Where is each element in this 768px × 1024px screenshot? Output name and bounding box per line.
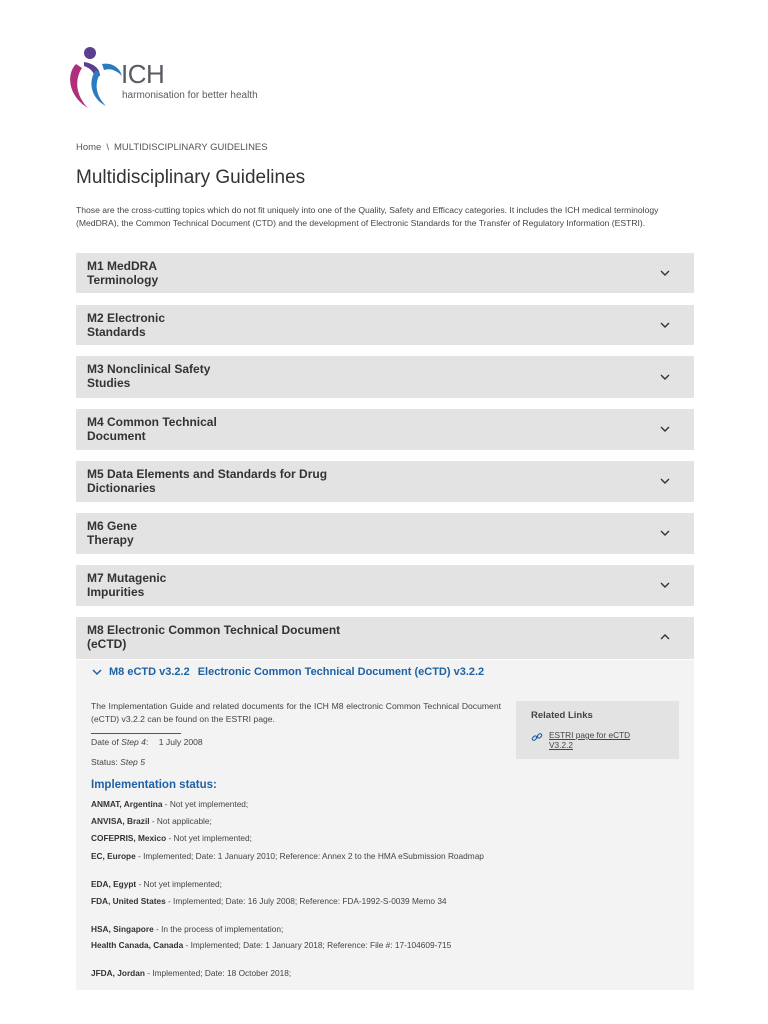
m8-description: The Implementation Guide and related documents for the ICH M8 electronic Common Technical Document (eCTD) v3.2.2 can be found on the ESTRI page. [91,701,501,724]
accordion-title: M5 Data Elements and Standards for Drug Dictionaries [87,467,328,495]
related-links-box [516,701,679,759]
implementation-item: EDA, Egypt - Not yet implemented; [91,879,222,889]
implementation-item: COFEPRIS, Mexico - Not yet implemented; [91,833,252,843]
breadcrumb-current: MULTIDISCIPLINARY GUIDELINES [113,142,268,153]
link-icon [531,731,543,743]
accordion-title: M7 Mutagenic Impurities [87,571,167,599]
subsection-title: Electronic Common Technical Document (eCTD) v3.2.2 [197,666,485,678]
accordion-title: M3 Nonclinical Safety Studies [87,362,211,390]
chevron-down-icon [91,666,103,678]
implementation-item: HSA, Singapore - In the process of implementation; [91,924,284,934]
date-of-step: Date of Step 4: 1 July 2008 [91,737,203,747]
accordion-m8[interactable] [76,617,694,659]
subsection-code: M8 eCTD v3.2.2 [109,666,190,678]
estri-link-text[interactable]: ESTRI page for eCTD V3.2.2 [549,730,631,750]
chevron-down-icon [658,578,672,592]
implementation-item: ANVISA, Brazil - Not applicable; [91,816,212,826]
breadcrumb [76,142,268,153]
accordion-title: M2 Electronic Standards [87,311,166,339]
implementation-item: JFDA, Jordan - Implemented; Date: 18 October 2018; [91,968,292,978]
accordion-title: M6 Gene Therapy [87,519,138,547]
implementation-item: ANMAT, Argentina - Not yet implemented; [91,799,249,809]
chevron-down-icon [658,370,672,384]
ich-logo[interactable] [66,46,266,112]
chevron-down-icon [658,266,672,280]
status: Status: Step 5 [91,757,145,767]
ich-figure-icon [66,46,124,112]
accordion-m1[interactable] [76,253,694,293]
implementation-item: Health Canada, Canada - Implemented; Date: 1 January 2018; Reference: File #: 17-104609-715 [91,940,452,950]
accordion-title: M4 Common Technical Document [87,415,217,443]
implementation-item: EC, Europe - Implemented; Date: 1 January 2010; Reference: Annex 2 to the HMA eSubmission Roadmap [91,851,484,861]
accordion-m7[interactable] [76,565,694,606]
accordion-title: M8 Electronic Common Technical Document (eCTD) [87,623,341,651]
accordion-m3[interactable] [76,356,694,398]
chevron-down-icon [658,474,672,488]
logo-tagline: harmonisation for better health [122,90,258,101]
accordion-m2[interactable] [76,305,694,345]
page-title: Multidisciplinary Guidelines [76,167,306,188]
implementation-status-heading: Implementation status: [91,779,217,791]
m8-ectd-subsection-toggle[interactable] [91,666,484,678]
divider [91,733,181,734]
status-value: Step 5 [120,757,145,767]
accordion-m5[interactable] [76,461,694,502]
intro-text: Those are the cross-cutting topics which do not fit uniquely into one of the Quality, Safety and Efficacy categories. It includes the ICH medical terminology (MedDRA), the Common Technical Document (CTD) and the development of Electronic Standards for the Transfer of Regulatory Information (ESTRI). [76,205,659,228]
related-links-heading: Related Links [531,710,593,721]
chevron-down-icon [658,526,672,540]
chevron-down-icon [658,318,672,332]
estri-link[interactable] [531,730,649,750]
chevron-down-icon [658,422,672,436]
breadcrumb-home[interactable]: Home [76,142,102,153]
accordion-m6[interactable] [76,513,694,554]
implementation-item: FDA, United States - Implemented; Date: 16 July 2008; Reference: FDA-1992-S-0039 Memo 34 [91,896,447,906]
accordion-title: M1 MedDRA Terminology [87,259,159,287]
logo-wordmark: ICH [121,59,165,89]
date-value: 1 July 2008 [158,737,203,747]
breadcrumb-separator: \ [106,142,109,153]
accordion-m4[interactable] [76,409,694,450]
chevron-up-icon [658,630,672,644]
